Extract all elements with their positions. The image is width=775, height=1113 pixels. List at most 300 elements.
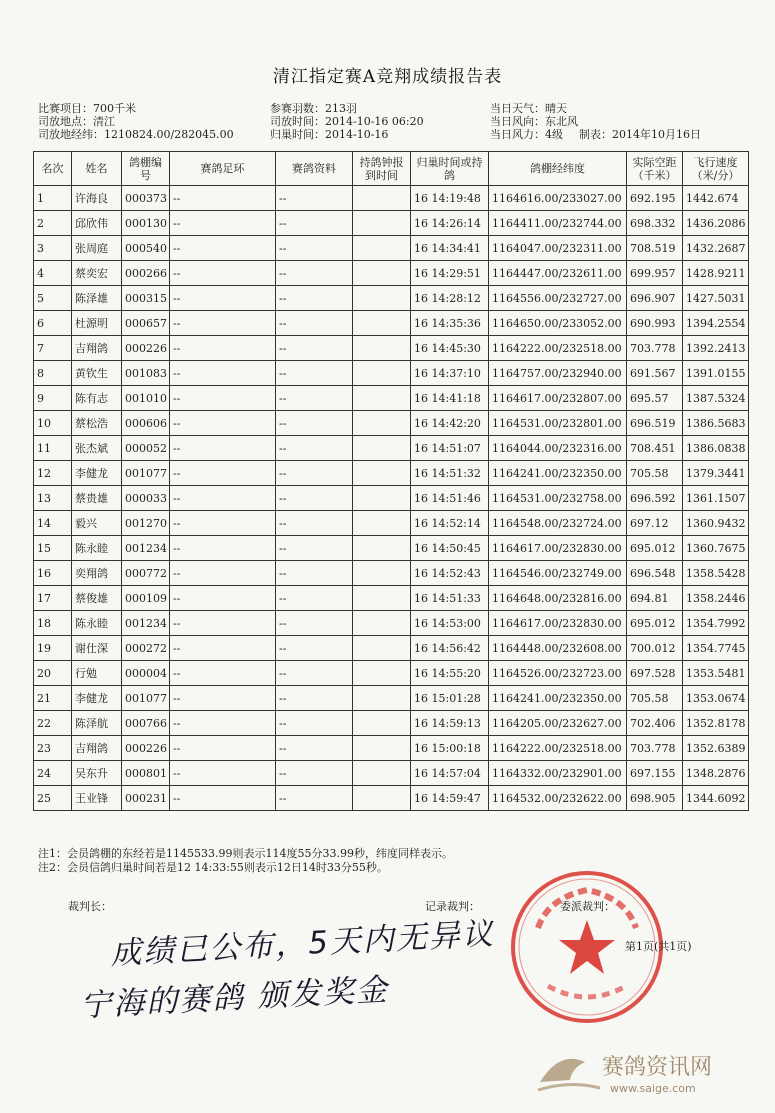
cell-coords: 1164616.00/233027.00 [489,186,627,211]
cell-pigeon-info: -- [276,736,353,761]
cell-coords: 1164648.00/232816.00 [489,586,627,611]
cell-coords: 1164532.00/232622.00 [489,786,627,811]
cell-ring: -- [170,611,276,636]
cell-speed: 1354.7745 [683,636,749,661]
cell-clock-time [353,486,411,511]
table-row [34,561,749,586]
table-body [34,186,749,811]
cell-coords: 1164617.00/232807.00 [489,386,627,411]
cell-pigeon-info: -- [276,486,353,511]
cell-return-time: 16 14:56:42 [411,636,489,661]
cell-loft-no: 001083 [122,361,170,386]
table-row [34,411,749,436]
cell-pigeon-info: -- [276,561,353,586]
cell-ring: -- [170,336,276,361]
cell-clock-time [353,711,411,736]
info-race: 比赛项目：700千米 [38,102,136,115]
cell-ring: -- [170,761,276,786]
header-coords: 鸽棚经纬度 [489,152,627,186]
cell-ring: -- [170,736,276,761]
cell-clock-time [353,586,411,611]
cell-rank: 11 [34,436,72,461]
cell-distance: 697.528 [627,661,683,686]
cell-distance: 705.58 [627,461,683,486]
table-row [34,211,749,236]
report-title: 清江指定赛A竞翔成绩报告表 [272,67,503,87]
cell-speed: 1387.5324 [683,386,749,411]
watermark-name: 赛鸽资讯网 [602,1055,713,1080]
header-speed: 飞行速度（米/分） [683,152,749,186]
cell-distance: 690.993 [627,311,683,336]
info-col-2 [270,102,424,141]
cell-distance: 703.778 [627,736,683,761]
cell-rank: 16 [34,561,72,586]
cell-coords: 1164531.00/232801.00 [489,411,627,436]
cell-speed: 1353.0674 [683,686,749,711]
cell-return-time: 16 14:52:43 [411,561,489,586]
cell-coords: 1164332.00/232901.00 [489,761,627,786]
cell-name: 吴东升 [72,761,122,786]
cell-coords: 1164447.00/232611.00 [489,261,627,286]
cell-pigeon-info: -- [276,236,353,261]
cell-pigeon-info: -- [276,586,353,611]
cell-name: 蔡贵雄 [72,486,122,511]
cell-pigeon-info: -- [276,661,353,686]
cell-loft-no: 000801 [122,761,170,786]
cell-clock-time [353,436,411,461]
cell-ring: -- [170,561,276,586]
cell-loft-no: 000226 [122,736,170,761]
header-clock-time: 持鸽钟报到时间 [353,152,411,186]
table-row [34,361,749,386]
cell-name: 陈永睦 [72,611,122,636]
cell-return-time: 16 14:52:14 [411,511,489,536]
cell-clock-time [353,561,411,586]
cell-pigeon-info: -- [276,686,353,711]
cell-distance: 699.957 [627,261,683,286]
cell-loft-no: 000540 [122,236,170,261]
cell-speed: 1436.2086 [683,211,749,236]
cell-pigeon-info: -- [276,286,353,311]
cell-clock-time [353,286,411,311]
table-row [34,261,749,286]
table-row [34,186,749,211]
cell-clock-time [353,236,411,261]
header-pigeon-info: 赛鸽资料 [276,152,353,186]
cell-ring: -- [170,461,276,486]
table-row [34,536,749,561]
cell-coords: 1164548.00/232724.00 [489,511,627,536]
cell-rank: 23 [34,736,72,761]
cell-speed: 1379.3441 [683,461,749,486]
header-return-time: 归巢时间或持鸽 [411,152,489,186]
cell-coords: 1164205.00/232627.00 [489,711,627,736]
cell-distance: 700.012 [627,636,683,661]
cell-pigeon-info: -- [276,186,353,211]
cell-return-time: 16 14:19:48 [411,186,489,211]
cell-ring: -- [170,686,276,711]
results-table [33,151,749,811]
cell-distance: 705.58 [627,686,683,711]
cell-coords: 1164411.00/232744.00 [489,211,627,236]
cell-speed: 1348.2876 [683,761,749,786]
cell-name: 陈永睦 [72,536,122,561]
cell-coords: 1164650.00/233052.00 [489,311,627,336]
cell-loft-no: 001234 [122,611,170,636]
cell-ring: -- [170,511,276,536]
info-entries: 参赛羽数：213羽 [270,102,357,115]
cell-rank: 19 [34,636,72,661]
table-row [34,486,749,511]
cell-loft-no: 001010 [122,386,170,411]
cell-return-time: 16 14:51:46 [411,486,489,511]
cell-distance: 697.155 [627,761,683,786]
cell-loft-no: 000109 [122,586,170,611]
cell-name: 奕翔鸽 [72,561,122,586]
cell-clock-time [353,261,411,286]
info-weather: 当日天气：晴天 [490,102,567,115]
cell-return-time: 16 14:51:33 [411,586,489,611]
cell-name: 李健龙 [72,461,122,486]
table-row [34,586,749,611]
cell-name: 黄钦生 [72,361,122,386]
cell-clock-time [353,461,411,486]
cell-rank: 18 [34,611,72,636]
cell-clock-time [353,661,411,686]
referee-label: 裁判长： [68,900,112,913]
cell-coords: 1164241.00/232350.00 [489,686,627,711]
cell-rank: 22 [34,711,72,736]
cell-name: 陈泽雄 [72,286,122,311]
cell-ring: -- [170,411,276,436]
cell-name: 李健龙 [72,686,122,711]
cell-ring: -- [170,286,276,311]
table-row [34,511,749,536]
cell-ring: -- [170,386,276,411]
cell-return-time: 16 14:35:36 [411,311,489,336]
table-row [34,461,749,486]
handwritten-line-2: 宁海的赛鸽 颁发奖金 [79,971,390,1025]
cell-name: 陈有志 [72,386,122,411]
cell-rank: 5 [34,286,72,311]
cell-pigeon-info: -- [276,261,353,286]
cell-loft-no: 000766 [122,711,170,736]
cell-rank: 9 [34,386,72,411]
cell-pigeon-info: -- [276,511,353,536]
cell-speed: 1358.5428 [683,561,749,586]
cell-rank: 20 [34,661,72,686]
cell-clock-time [353,186,411,211]
cell-distance: 695.012 [627,611,683,636]
committee-label: 委派裁判： [560,900,615,913]
cell-distance: 695.012 [627,536,683,561]
cell-pigeon-info: -- [276,711,353,736]
cell-loft-no: 000130 [122,211,170,236]
cell-coords: 1164617.00/232830.00 [489,536,627,561]
cell-speed: 1344.6092 [683,786,749,811]
cell-coords: 1164526.00/232723.00 [489,661,627,686]
cell-clock-time [353,411,411,436]
info-col-1 [38,102,234,141]
table-row [34,236,749,261]
cell-ring: -- [170,486,276,511]
table-row [34,661,749,686]
cell-pigeon-info: -- [276,461,353,486]
page-number: 第1页(共1页) [625,940,692,953]
cell-rank: 21 [34,686,72,711]
info-made-date: 制表：2014年10月16日 [579,128,701,141]
cell-return-time: 16 14:59:13 [411,711,489,736]
cell-rank: 25 [34,786,72,811]
cell-clock-time [353,311,411,336]
cell-loft-no: 000004 [122,661,170,686]
cell-coords: 1164222.00/232518.00 [489,736,627,761]
info-release-time: 司放时间：2014-10-16 06:20 [270,115,424,128]
cell-ring: -- [170,311,276,336]
seal-star-icon [559,920,615,974]
cell-clock-time [353,211,411,236]
cell-loft-no: 001270 [122,511,170,536]
cell-clock-time [353,736,411,761]
header-ring: 赛鸽足环 [170,152,276,186]
cell-loft-no: 000373 [122,186,170,211]
table-row [34,336,749,361]
info-wind-force: 当日风力：4级 制表：2014年10月16日 [490,128,701,141]
cell-ring: -- [170,236,276,261]
cell-ring: -- [170,211,276,236]
cell-name: 张杰斌 [72,436,122,461]
cell-rank: 13 [34,486,72,511]
cell-return-time: 16 14:59:47 [411,786,489,811]
cell-distance: 692.195 [627,186,683,211]
cell-rank: 1 [34,186,72,211]
table-row [34,436,749,461]
cell-loft-no: 001077 [122,686,170,711]
recorder-label: 记录裁判： [425,900,480,913]
cell-rank: 4 [34,261,72,286]
cell-ring: -- [170,436,276,461]
cell-return-time: 16 14:34:41 [411,236,489,261]
cell-coords: 1164617.00/232830.00 [489,611,627,636]
info-release-place: 司放地点：清江 [38,115,115,128]
cell-speed: 1428.9211 [683,261,749,286]
cell-return-time: 16 14:26:14 [411,211,489,236]
cell-name: 蔡奕宏 [72,261,122,286]
cell-pigeon-info: -- [276,611,353,636]
cell-rank: 8 [34,361,72,386]
cell-return-time: 16 15:01:28 [411,686,489,711]
cell-pigeon-info: -- [276,411,353,436]
cell-name: 谢仕深 [72,636,122,661]
cell-distance: 696.592 [627,486,683,511]
note-1: 注1：会员鸽棚的东经若是1145533.99则表示114度55分33.99秒，纬度同样表示。 [38,847,453,860]
table-row [34,611,749,636]
table-row [34,786,749,811]
cell-speed: 1442.674 [683,186,749,211]
cell-clock-time [353,386,411,411]
cell-distance: 691.567 [627,361,683,386]
cell-pigeon-info: -- [276,361,353,386]
cell-speed: 1386.5683 [683,411,749,436]
cell-rank: 3 [34,236,72,261]
table-header-row [34,152,749,186]
cell-return-time: 16 14:41:18 [411,386,489,411]
cell-return-time: 16 14:50:45 [411,536,489,561]
cell-speed: 1394.2554 [683,311,749,336]
cell-name: 吉翔鸽 [72,336,122,361]
cell-rank: 15 [34,536,72,561]
table-row [34,311,749,336]
cell-coords: 1164047.00/232311.00 [489,236,627,261]
cell-loft-no: 000606 [122,411,170,436]
table-row [34,686,749,711]
cell-rank: 2 [34,211,72,236]
cell-name: 邱欣伟 [72,211,122,236]
cell-pigeon-info: -- [276,636,353,661]
cell-distance: 697.12 [627,511,683,536]
cell-distance: 698.905 [627,786,683,811]
cell-return-time: 16 14:45:30 [411,336,489,361]
cell-speed: 1432.2687 [683,236,749,261]
cell-clock-time [353,611,411,636]
cell-speed: 1358.2446 [683,586,749,611]
cell-name: 行勉 [72,661,122,686]
cell-speed: 1353.5481 [683,661,749,686]
table-row [34,761,749,786]
cell-name: 王业锋 [72,786,122,811]
cell-distance: 694.81 [627,586,683,611]
cell-distance: 695.57 [627,386,683,411]
info-wind-direction: 当日风向：东北风 [490,115,578,128]
cell-pigeon-info: -- [276,786,353,811]
cell-loft-no: 001077 [122,461,170,486]
cell-speed: 1352.8178 [683,711,749,736]
cell-pigeon-info: -- [276,761,353,786]
cell-distance: 708.451 [627,436,683,461]
cell-coords: 1164757.00/232940.00 [489,361,627,386]
cell-speed: 1360.7675 [683,536,749,561]
cell-coords: 1164222.00/232518.00 [489,336,627,361]
cell-ring: -- [170,536,276,561]
cell-return-time: 16 15:00:18 [411,736,489,761]
watermark-url: www.saige.com [610,1082,696,1095]
cell-speed: 1392.2413 [683,336,749,361]
watermark-logo [530,1040,760,1100]
cell-name: 蔡松浩 [72,411,122,436]
note-2: 注2：会员信鸽归巢时间若是12 14:33:55则表示12日14时33分55秒。 [38,861,388,874]
cell-distance: 696.519 [627,411,683,436]
cell-ring: -- [170,261,276,286]
cell-speed: 1386.0838 [683,436,749,461]
cell-loft-no: 000272 [122,636,170,661]
cell-loft-no: 001234 [122,536,170,561]
cell-return-time: 16 14:28:12 [411,286,489,311]
cell-coords: 1164531.00/232758.00 [489,486,627,511]
cell-return-time: 16 14:51:32 [411,461,489,486]
cell-name: 吉翔鸽 [72,736,122,761]
cell-clock-time [353,786,411,811]
table-row [34,711,749,736]
cell-pigeon-info: -- [276,436,353,461]
cell-coords: 1164546.00/232749.00 [489,561,627,586]
cell-speed: 1391.0155 [683,361,749,386]
cell-rank: 24 [34,761,72,786]
cell-clock-time [353,761,411,786]
cell-ring: -- [170,586,276,611]
cell-rank: 7 [34,336,72,361]
table-row [34,286,749,311]
cell-clock-time [353,336,411,361]
cell-return-time: 16 14:42:20 [411,411,489,436]
cell-return-time: 16 14:55:20 [411,661,489,686]
cell-ring: -- [170,661,276,686]
cell-pigeon-info: -- [276,536,353,561]
cell-pigeon-info: -- [276,336,353,361]
cell-name: 张周庭 [72,236,122,261]
cell-ring: -- [170,186,276,211]
header-loft-no: 鸽棚编号 [122,152,170,186]
pigeon-icon [540,1059,585,1082]
cell-name: 许海良 [72,186,122,211]
cell-return-time: 16 14:29:51 [411,261,489,286]
cell-loft-no: 000033 [122,486,170,511]
cell-loft-no: 000772 [122,561,170,586]
notes [38,847,453,875]
cell-loft-no: 000266 [122,261,170,286]
cell-speed: 1354.7992 [683,611,749,636]
cell-pigeon-info: -- [276,311,353,336]
info-release-coords: 司放地经纬：1210824.00/282045.00 [38,128,234,141]
cell-distance: 698.332 [627,211,683,236]
cell-clock-time [353,361,411,386]
cell-distance: 708.519 [627,236,683,261]
cell-return-time: 16 14:51:07 [411,436,489,461]
cell-rank: 10 [34,411,72,436]
cell-distance: 702.406 [627,711,683,736]
cell-return-time: 16 14:37:10 [411,361,489,386]
cell-name: 蔡俊雄 [72,586,122,611]
info-return-time: 归巢时间：2014-10-16 [270,128,389,141]
cell-speed: 1427.5031 [683,286,749,311]
table-row [34,386,749,411]
cell-distance: 696.548 [627,561,683,586]
cell-coords: 1164556.00/232727.00 [489,286,627,311]
cell-pigeon-info: -- [276,386,353,411]
cell-rank: 14 [34,511,72,536]
cell-loft-no: 000052 [122,436,170,461]
cell-ring: -- [170,361,276,386]
table-row [34,636,749,661]
header-name: 姓名 [72,152,122,186]
cell-speed: 1361.1507 [683,486,749,511]
cell-distance: 703.778 [627,336,683,361]
cell-pigeon-info: -- [276,211,353,236]
cell-rank: 17 [34,586,72,611]
cell-coords: 1164241.00/232350.00 [489,461,627,486]
cell-loft-no: 000315 [122,286,170,311]
cell-clock-time [353,511,411,536]
cell-name: 杜源明 [72,311,122,336]
cell-loft-no: 000231 [122,786,170,811]
cell-coords: 1164448.00/232608.00 [489,636,627,661]
cell-speed: 1352.6389 [683,736,749,761]
cell-distance: 696.907 [627,286,683,311]
cell-rank: 6 [34,311,72,336]
cell-loft-no: 000657 [122,311,170,336]
cell-ring: -- [170,786,276,811]
cell-loft-no: 000226 [122,336,170,361]
handwritten-line-1: 成绩已公布，5天内无异议 [109,915,496,973]
